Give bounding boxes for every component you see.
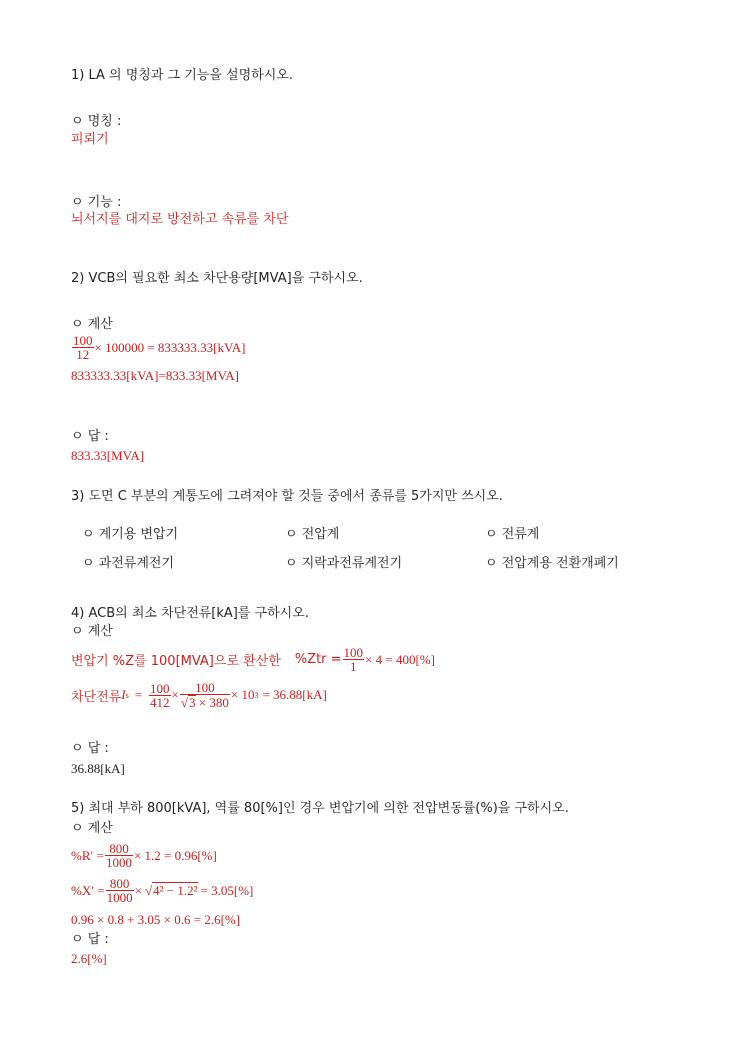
- q2-eq1-fraction: [72, 334, 94, 361]
- q4-eq2-f1-num: 100: [150, 680, 170, 696]
- q4-answer: 36.88[kA]: [71, 761, 125, 776]
- q5-eq2-den: 1000: [106, 890, 133, 905]
- q5-eq2-fraction: [106, 877, 134, 904]
- q5-eq2-rest: = 3.05[%]: [200, 882, 254, 898]
- q1-question: 1) LA 의 명칭과 그 기능을 설명하시오.: [71, 68, 293, 83]
- q4-eq1-text: 변압기 %Z를 100[MVA]으로 환산한: [71, 654, 281, 669]
- q5-calc-label: ㅇ 계산: [71, 821, 113, 836]
- q3-item-2: ㅇ 전압계: [285, 527, 340, 542]
- q5-equation-1: [71, 842, 217, 869]
- q2-question: 2) VCB의 필요한 최소 차단용량[MVA]을 구하시오.: [71, 271, 363, 286]
- q4-eq2-text: 차단전류: [71, 689, 122, 705]
- q4-eq2-f2-root: 3: [189, 695, 196, 710]
- q4-eq2-exp: 3: [254, 690, 259, 700]
- q5-equation-3: 0.96 × 0.8 + 3.05 × 0.6 = 2.6[%]: [71, 912, 241, 927]
- q4-eq2-f2-den: √3 × 380: [180, 695, 229, 710]
- q5-equation-2: %X′ = $\frac{800}{1000}$ × √4² − 1.2² = 3.05[%]: [71, 876, 254, 905]
- q4-eq2-var: I: [121, 687, 126, 702]
- q4-eq1-den: 1: [350, 659, 357, 674]
- q1-func-answer: 뇌서지를 대지로 방전하고 속류를 차단: [71, 212, 289, 227]
- q5-eq2-root: 4² − 1.2²: [153, 883, 198, 898]
- q5-eq2-lhs: %X′ =: [71, 882, 105, 898]
- q3-item-6: ㅇ 전압계용 전환개폐기: [485, 556, 619, 571]
- q2-eq1-rest: × 100000 = 833333.33[kVA]: [94, 339, 246, 355]
- q1-name-label: ㅇ 명칭 :: [71, 114, 122, 129]
- q4-equation-2: 차단전류 I s = $\frac{100}{412}$ × $\frac{100}{√3 \times 380}$ × 10 3 = 36.88[kA]: [71, 680, 327, 710]
- q2-answer: 833.33[MVA]: [71, 448, 145, 463]
- q5-question: 5) 최대 부하 800[kVA], 역률 80[%]인 경우 변압기에 의한 전압변동률(%)을 구하시오.: [71, 801, 569, 816]
- q2-equation-2: 833333.33[kVA]=833.33[MVA]: [71, 368, 239, 383]
- q5-answer: 2.6[%]: [71, 951, 107, 966]
- q3-item-5: ㅇ 지락과전류계전기: [285, 556, 403, 571]
- q4-eq1-fraction: [343, 646, 365, 673]
- q3-item-4: ㅇ 과전류계전기: [82, 556, 175, 571]
- q4-eq1-lhs: %Ztr =: [294, 652, 342, 667]
- q3-item-3: ㅇ 전류계: [485, 527, 540, 542]
- q4-eq2-f1-den: 412: [150, 694, 170, 710]
- q2-answer-label: ㅇ 답 :: [71, 429, 109, 444]
- q4-answer-label: ㅇ 답 :: [71, 741, 109, 756]
- q4-eq1-rest: × 4 = 400[%]: [365, 651, 435, 667]
- q4-eq2-fraction-1: [149, 682, 171, 709]
- q5-eq1-den: 1000: [105, 855, 132, 870]
- q2-equation-1: [71, 334, 245, 361]
- q2-calc-label: ㅇ 계산: [71, 317, 113, 332]
- q3-question: 3) 도면 C 부분의 계통도에 그려져야 할 것들 중에서 종류를 5가지만 쓰시오.: [71, 489, 503, 504]
- q5-eq2-num: 800: [106, 877, 134, 891]
- q4-eq2-fraction-2: [180, 681, 230, 709]
- q2-eq1-den: 12: [76, 347, 90, 362]
- q4-question: 4) ACB의 최소 차단전류[kA]를 구하시오.: [71, 606, 309, 621]
- q4-equation-1: [71, 646, 435, 673]
- q4-eq2-eq: =: [134, 687, 143, 702]
- q4-eq2-rest: × 10: [230, 687, 255, 702]
- q5-answer-label: ㅇ 답 :: [71, 932, 109, 947]
- q4-eq2-f2-den-rest: × 380: [198, 695, 229, 710]
- q4-calc-label: ㅇ 계산: [71, 624, 113, 639]
- q5-eq2-mul: ×: [134, 882, 142, 898]
- q4-eq2-sub: s: [125, 690, 129, 700]
- q5-eq1-lhs: %R′ =: [71, 847, 104, 863]
- q4-eq1-num: 100: [343, 645, 364, 660]
- q1-func-label: ㅇ 기능 :: [71, 195, 122, 210]
- q1-name-answer: 피뢰기: [71, 132, 109, 147]
- q2-eq1-num: 100: [73, 333, 93, 348]
- q5-eq1-fraction: [105, 842, 133, 869]
- q4-eq2-result: = 36.88[kA]: [262, 687, 327, 702]
- q5-eq1-num: 800: [105, 842, 133, 856]
- q5-eq1-rest: × 1.2 = 0.96[%]: [133, 847, 217, 863]
- q4-eq2-f2-num: 100: [180, 681, 230, 695]
- q3-item-1: ㅇ 계기용 변압기: [82, 527, 179, 542]
